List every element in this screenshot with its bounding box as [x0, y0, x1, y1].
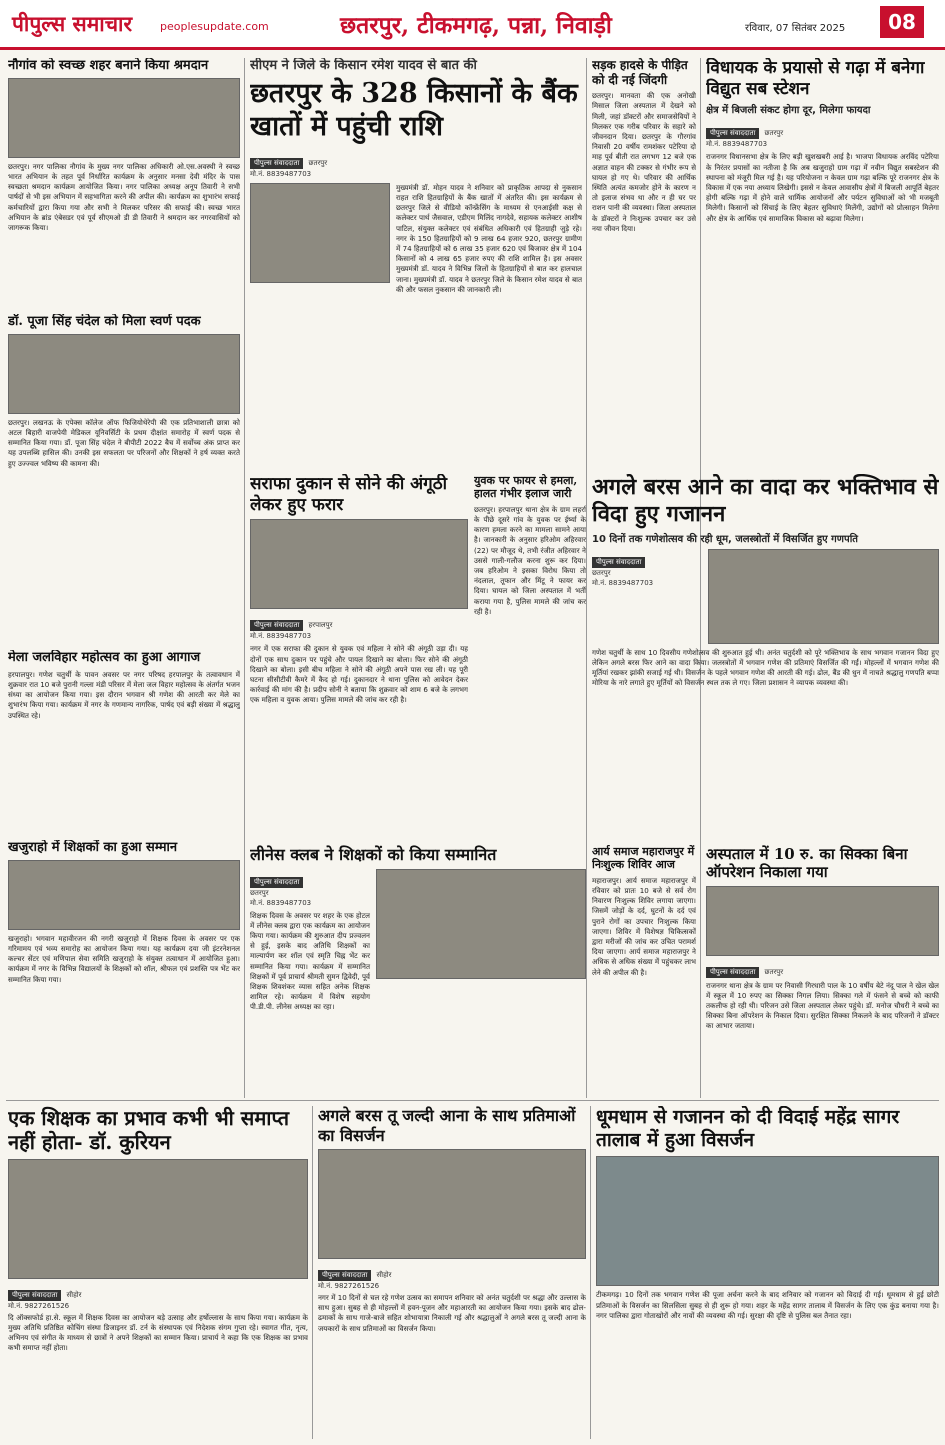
- body: छतरपुर। हरपालपुर थाना क्षेत्र के ग्राम लहर्रा के पीछे दूसरे गांव के युवक पर ईर्ष्या के कारण हमला करने का मामला सामने आया है। जानकारी के अनुसार हरिओम अहिरवार (22) पर मौजूद थे, तभी रंजीत अहिरवार ने उससे गाली-गलौज करना शुरू कर दिया। जब हरिओम ने इसका विरोध किया तो नंदलाल, तूफान और मिंटू ने फायर कर दिया। घायल को जिला अस्पताल में भर्ती कराया गया है, पुलिस मामले की जांच कर रही है।: [474, 504, 586, 616]
- byline: पीपुल्स संवाददाता: [250, 877, 303, 888]
- mobile-number: मो.नं. 9827261526: [8, 1301, 70, 1310]
- body: टीकमगढ़। 10 दिनों तक भगवान गणेश की पूजा अर्चना करने के बाद शनिवार को गजानन को विदाई दी गई। धूमधाम से हुई छोटी प्रतिमाओं के विसर्जन का सिलसिला सुबह से ही शुरू हो गया। शहर के महेंद्र सागर तालाब में विसर्जन के लिए एक कुंड बनाया गया है। नगर पालिका द्वारा गोताखोरों और नावों की व्यवस्था की गई। सुरक्षा की दृष्टि से पुलिस बल तैनात रहा।: [596, 1290, 939, 1320]
- story-jalvihar-mela: [8, 650, 240, 835]
- body: मुख्यमंत्री डॉ. मोहन यादव ने शनिवार को प्राकृतिक आपदा से नुकसान राहत राशि हितग्राहियों के बैंक खातों में अंतरित की। इस कार्यक्रम से छतरपुर जिले से वीडियो कॉन्फ्रेंसिंग के माध्यम से एनआईसी कक्ष से कलेक्टर पार्थ जैसवाल, एडीएम मिलिंद नागदेवे, सहायक कलेक्टर आशीष पाटिल, संयुक्त कलेक्टर एवं संबंधित अधिकारी एवं हितग्राही जुड़े रहे। नगर के 150 हितग्राहियों को 9 लाख 64 हजार 920, छतरपुर ग्रामीण में 74 हितग्राहियों को 6 लाख 35 हजार 620 एवं बिजावर क्षेत्र में 104 किसानों को 4 लाख 65 हजार रुपए की राशि शामिल है। इस अवसर मुख्यमंत्री डॉ. यादव ने विभिन्न जिलों के हितग्राहियों से बात कर हालचाल जाना। मुख्यमंत्री डॉ. यादव ने छतरपुर जिले के किसान रमेश यादव से बात की और फसल नुकसान की जानकारी ली।: [396, 182, 582, 294]
- photo-cctv: [250, 519, 468, 609]
- body: नगर में 10 दिनों से चल रहे गणेश उत्सव का समापन शनिवार को अनंत चतुर्दशी पर श्रद्धा और उल्लास के साथ हुआ। सुबह से ही मोहल्लों में हवन-पूजन और महाआरती का आयोजन किया गया। इसके बाद ढोल-ढमाकों के साथ गाजे-बाजे सहित शोभायात्रा निकाली गई और श्रद्धालुओं ने अगले बरस तू जल्दी आना के जयकारों के साथ प्रतिमाओं का विसर्जन किया।: [318, 1293, 586, 1333]
- byline: पीपुल्स संवाददाता: [250, 620, 303, 631]
- story-mahendra-sagar: [596, 1106, 939, 1439]
- body: राजनगर विधानसभा क्षेत्र के लिए बड़ी खुशखबरी आई है। भाजपा विधायक अरविंद पटेरिया के निरंतर प्रयासों का नतीजा है कि अब खजुराहो ग्राम गढ़ा में नवीन विद्युत सबस्टेशन की स्थापना को मंजूरी मिल गई है। यह परियोजना न केवल ग्राम गढ़ा बल्कि पूरे राजनगर क्षेत्र के विकास में एक नया अध्याय लिखेगी। इससे न केवल आवासीय क्षेत्रों में बिजली आपूर्ति बेहतर होगी बल्कि गढ़ा में होने वाले धार्मिक आयोजनों और पर्यटन सुविधाओं को भी मजबूती मिलेगी। किसानों को सिंचाई के लिए बेहतर सुविधाएं मिलेंगी, उद्योगों को प्रोत्साहन मिलेगा और क्षेत्र के आर्थिक एवं सामाजिक विकास को बढ़ावा मिलेगा।: [706, 152, 939, 223]
- mobile-number: मो.नं. 8839487703: [250, 632, 312, 641]
- subheadline: 10 दिनों तक गणेशोत्सव की रही धूम, जलस्त्रोतों में विसर्जित हुए गणपति: [592, 533, 859, 545]
- dateline-place: छतरपुर: [764, 967, 784, 976]
- page-number: 08: [880, 6, 924, 38]
- byline: पीपुल्स संवाददाता: [250, 158, 303, 169]
- story-nowgaon-cleanliness: [8, 58, 240, 308]
- region-title: छतरपुर, टीकमगढ़, पन्ना, निवाड़ी: [340, 12, 612, 39]
- headline: अगले बरस तू जल्दी आना के साथ प्रतिमाओं का विसर्जन: [318, 1106, 576, 1145]
- body: नगर में एक सराफा की दुकान से युवक एवं महिला ने सोने की अंगूठी उड़ा दी। यह दोनों एक साथ दुकान पर पहुंचे और पायल दिखाने का बोला। फिर सोने की अंगूठी दिखाने का बोला। इसी बीच महिला ने सोने की अंगूठी अपने पास रख ली। यह पूरी घटना सीसीटीवी कैमरे में कैद हो गई। दुकानदार ने थाना पुलिस को आवेदन देकर कार्रवाई की मांग की है। प्रदीप सोनी ने बताया कि शुक्रवार को शाम 6 बजे के लगभग एक महिला व युवक आया। पुलिस मामले की जांच कर रही है।: [250, 644, 468, 705]
- byline: पीपुल्स संवाददाता: [706, 128, 759, 139]
- byline: पीपुल्स संवाददाता: [706, 967, 759, 978]
- story-arya-samaj-camp: [592, 845, 696, 1097]
- photo-school-event: [8, 1159, 308, 1279]
- story-power-substation: [706, 58, 939, 468]
- body: राजनगर थाना क्षेत्र के ग्राम पर निवासी गिरधारी पाल के 10 वर्षीय बेटे नंदू पाल ने खेल खेल में स्कूल में 10 रुपए का सिक्का निगल लिया। सिक्का गले में फंसने से बच्चे को काफी तकलीफ हो रही थी। परिजन उसे जिला अस्पताल लेकर पहुंचे। डॉ. मनोज चौधरी ने बच्चे का सिक्का बिना ऑपरेशन के निकाल दिया। सुरक्षित सिक्का निकलने के बाद परिजनों ने डॉक्टर का आभार जताया।: [706, 980, 939, 1031]
- body: दि ऑक्सफोर्ड हा.से. स्कूल में शिक्षक दिवस का आयोजन बड़े उत्साह और हर्षोल्लास के साथ किया गया। कार्यक्रम के मुख्य अतिथि प्रतिष्ठित कोचिंग संस्था डिजाइनर डॉ. टर्न के संस्थापक एवं निदेशक संगम गुप्ता रहे। स्वागत गीत, नृत्य, अभिनय एवं संगीत के माध्यम से छात्रों ने अपने शिक्षकों का सम्मान किया। प्राचार्य ने कहा कि एक शिक्षक का प्रभाव कभी समाप्त नहीं होता।: [8, 1312, 308, 1353]
- body: छतरपुर। लखनऊ के एपेक्स कॉलेज ऑफ फिजियोथेरेपी की एक प्रतिभाशाली छात्रा को अटल बिहारी वाजपेयी मेडिकल यूनिवर्सिटी के प्रथम दीक्षांत समारोह में स्वर्ण पदक से सम्मानित किया गया। डॉ. पूजा सिंह चंदेल ने बीपीटी 2022 बैच में सर्वोच्च अंक प्राप्त कर यह उपलब्धि हासिल की। उनकी इस सफलता पर परिजनों और शिक्षकों ने हर्ष व्यक्त करते हुए उज्ज्वल भविष्य की कामना की।: [8, 417, 240, 468]
- mobile-number: मो.नं. 8839487703: [706, 140, 768, 149]
- headline: डॉ. पूजा सिंह चंदेल को मिला स्वर्ण पदक: [8, 314, 201, 329]
- website-url[interactable]: peoplesupdate.com: [160, 20, 269, 33]
- headline: नौगांव को स्वच्छ शहर बनाने किया श्रमदान: [8, 58, 209, 73]
- body: महाराजपुर। आर्य समाज महाराजपुर में रविवार को प्रातः 10 बजे से सर्व रोग निवारण निःशुल्क शिविर लगाया जाएगा। जिसमें जोड़ों के दर्द, घुटनों के दर्द एवं पुराने रोगों का उपचार निःशुल्क किया जाएगा। शिविर में विशेषज्ञ चिकित्सकों द्वारा मरीजों की जांच कर उचित परामर्श दिया जाएगा। आर्य समाज महाराजपुर ने अधिक से अधिक संख्या में पहुंचकर लाभ लेने की अपील की है।: [592, 875, 696, 977]
- photo: [8, 78, 240, 158]
- byline: पीपुल्स संवाददाता: [8, 1290, 61, 1301]
- headline: छतरपुर के 328 किसानों के बैंक खातों में पहुंची राशि: [250, 77, 578, 142]
- body: खजुराहो। भगवान महावीरजन की नगरी खजुराहो में शिक्षक दिवस के अवसर पर एक गरिमामय एवं भव्य समारोह का आयोजन किया गया। यह कार्यक्रम दया जी इंटरनेशनल कल्चर सेंटर एवं मणिपाल सेवा समिति खजुराहो के संयुक्त तत्वाधान में आयोजित हुआ। कार्यक्रम में नगर के विभिन्न विद्यालयों के शिक्षकों को शॉल, श्रीफल एवं प्रशस्ति पत्र भेंट कर सम्मानित किया गया।: [8, 933, 240, 984]
- byline: पीपुल्स संवाददाता: [592, 557, 645, 568]
- dateline-place: छतरपुर: [250, 888, 269, 897]
- story-gold-medal: [8, 314, 240, 644]
- story-coin-removed: [706, 845, 939, 1097]
- headline: विधायक के प्रयासो से गढ़ा में बनेगा विद्युत सब स्टेशन: [706, 58, 925, 99]
- masthead: [0, 0, 945, 50]
- mobile-number: मो.नं. 9827261526: [318, 1282, 380, 1291]
- story-accident-victim: [592, 58, 696, 468]
- story-sehore-immersion: [318, 1106, 586, 1439]
- dateline-place: छतरपुर: [592, 568, 611, 577]
- photo: [8, 860, 240, 930]
- story-khajuraho-teachers: [8, 840, 240, 1095]
- mobile-number: मो.नं. 8839487703: [592, 578, 654, 587]
- dateline-place: हरपालपुर: [308, 621, 333, 630]
- story-lioness-club: [250, 845, 586, 1097]
- headline: आर्य समाज महाराजपुर में निःशुल्क शिविर आज: [592, 845, 695, 872]
- body: छतरपुर। मानवता की एक अनोखी मिसाल जिला अस्पताल में देखने को मिली, जहां डॉक्टरों और समाजसेवियों ने मिलकर एक गरीब परिवार के सहारे को जीवनदान दिया। छतरपुर के गौरगांव निवासी 20 वर्षीय रामशंकर पटेरिया दो माह पूर्व बीती रात लगभग 12 बजे एक अज्ञात वाहन की टक्कर से गंभीर रूप से घायल हो गए थे। परिवार की आर्थिक स्थिति अत्यंत कमजोर होने के कारण न तो इलाज संभव था और न ही घर पर राशन पानी की व्यवस्था। जिला अस्पताल के डॉक्टरों ने निःशुल्क उपचार कर उसे नया जीवन दिया।: [592, 91, 696, 233]
- body: गणेश चतुर्थी के साथ 10 दिवसीय गणेशोत्सव की शुरुआत हुई थी। अनंत चतुर्दशी को पूरे भक्तिभाव के साथ भगवान गजानन विदा हुए लेकिन अगले बरस फिर आने का वादा किया। जलस्त्रोतों में भगवान गणेश की प्रतिमाएं विसर्जित की गईं। मोहल्लों में भगवान गणेश की मूर्तियां रखकर झांकी सजाई गई थी। विसर्जन के पहले भगवान गणेश की आरती की गई। ढोल, बैंड की धुन में नाचते श्रद्धालु गणपति बप्पा मोरिया के नारे लगाते हुए मूर्तियों को विसर्जन स्थल तक ले गए। जिला प्रशासन ने व्यापक व्यवस्था की।: [592, 647, 939, 688]
- photo-hospital: [706, 886, 939, 956]
- dateline-place: छतरपुर: [308, 158, 328, 167]
- byline: पीपुल्स संवाददाता: [318, 1270, 371, 1281]
- body: शिक्षक दिवस के अवसर पर शहर के एक होटल में लीनेस क्लब द्वारा एक कार्यक्रम का आयोजन किया गया। कार्यक्रम की शुरुआत दीप प्रज्वलन से हुई, इसके बाद अतिथि शिक्षकों का माल्यार्पण कर शॉल एवं स्मृति चिह्न भेंट कर सम्मानित किया गया। कार्यक्रम में सम्मानित शिक्षकों में पूर्व प्राचार्य श्रीमती सुमन द्विवेदी, पूर्व शिक्षक शिवशंकर व्यास सहित अनेक शिक्षक शामिल रहे। कार्यक्रम में विशेष सहयोग पी.डी.पी. लीनेस अध्यक्ष का रहा।: [250, 910, 370, 1012]
- headline: अगले बरस आने का वादा कर भक्तिभाव से विदा हुए गजानन: [592, 474, 939, 527]
- photo-video-conference: [250, 183, 390, 283]
- dateline-place: छतरपुर: [764, 129, 784, 138]
- story-ganesh-farewell: [592, 474, 939, 839]
- body: छतरपुर। नगर पालिका नौगांव के मुख्य नगर पालिका अधिकारी ओ.एस.अवस्थी ने स्वच्छ भारत अभियान के तहत पूर्व निर्धारित कार्यक्रम के अनुसार मनसा देवी मंदिर के पास स्वच्छता श्रमदान कार्यक्रम आयोजित किया। नगर पालिका अध्यक्ष अनूप तिवारी ने सभी पार्षदों से भी इस अभियान में सहभागिता करने की अपील की। कार्यक्रम का शुभारंभ सफाई कर्मचारियों द्वारा किया गया और सभी ने मिलकर परिसर की सफाई की। स्वच्छ भारत अभियान के ब्रांड एंबेसडर एवं पूर्व सीएमओ डी डी तिवारी ने श्रमदान कर नगरवासियों को जागरूक किया।: [8, 161, 240, 233]
- photo: [8, 334, 240, 414]
- headline: युवक पर फायर से हमला, हालत गंभीर इलाज जारी: [474, 474, 578, 501]
- headline: लीनेस क्लब ने शिक्षकों को किया सम्मानित: [250, 845, 497, 864]
- issue-date: रविवार, 07 सितंबर 2025: [745, 23, 846, 34]
- headline: सड़क हादसे के पीड़ित को दी नई जिंदगी: [592, 58, 688, 87]
- body: हरपालपुर। गणेश चतुर्थी के पावन अवसर पर नगर परिषद हरपालपुर के तत्वावधान में शुक्रवार रात 10 बजे पुरानी गल्ला मंडी परिसर में मेला जल विहार महोत्सव के अंतर्गत भजन संध्या का आयोजन किया गया। इस दौरान भगवान श्री गणेश की आरती कर मेले का शुभारंभ किया गया। कार्यक्रम में नगर के गणमान्य नागरिक, पार्षद एवं बड़ी संख्या में श्रद्धालु उपस्थित रहे।: [8, 669, 240, 720]
- newspaper-logo: पीपुल्स समाचार: [12, 11, 133, 36]
- story-farmers-relief: [250, 58, 582, 468]
- photo-immersion: [708, 549, 939, 644]
- story-teacher-impact: [8, 1106, 308, 1439]
- photo-procession: [318, 1149, 586, 1259]
- dateline-place: सीहोर: [376, 1271, 392, 1280]
- story-jewellery-theft: [250, 474, 468, 839]
- story-firing-attack: [474, 474, 586, 839]
- headline: एक शिक्षक का प्रभाव कभी भी समाप्त नहीं होता- डॉ. कुरियन: [8, 1106, 290, 1155]
- mobile-number: मो.नं. 8839487703: [250, 169, 312, 178]
- headline: मेला जलविहार महोत्सव का हुआ आगाज: [8, 650, 201, 665]
- headline: सराफा दुकान से सोने की अंगूठी लेकर हुए फरार: [250, 474, 447, 515]
- kicker: सीएम ने जिले के किसान रमेश यादव से बात की: [250, 58, 477, 73]
- headline: अस्पताल में 10 रु. का सिक्का बिना ऑपरेशन निकाला गया: [706, 845, 908, 882]
- subheadline: क्षेत्र में बिजली संकट होगा दूर, मिलेगा फायदा: [706, 105, 871, 117]
- headline: खजुराहो में शिक्षकों का हुआ सम्मान: [8, 840, 178, 855]
- photo-group: [376, 869, 586, 979]
- mobile-number: मो.नं. 8839487703: [250, 898, 312, 907]
- photo-boat-immersion: [596, 1156, 939, 1286]
- dateline-place: सीहोर: [66, 1290, 82, 1299]
- headline: धूमधाम से गजानन को दी विदाई महेंद्र सागर तालाब में हुआ विसर्जन: [596, 1106, 900, 1152]
